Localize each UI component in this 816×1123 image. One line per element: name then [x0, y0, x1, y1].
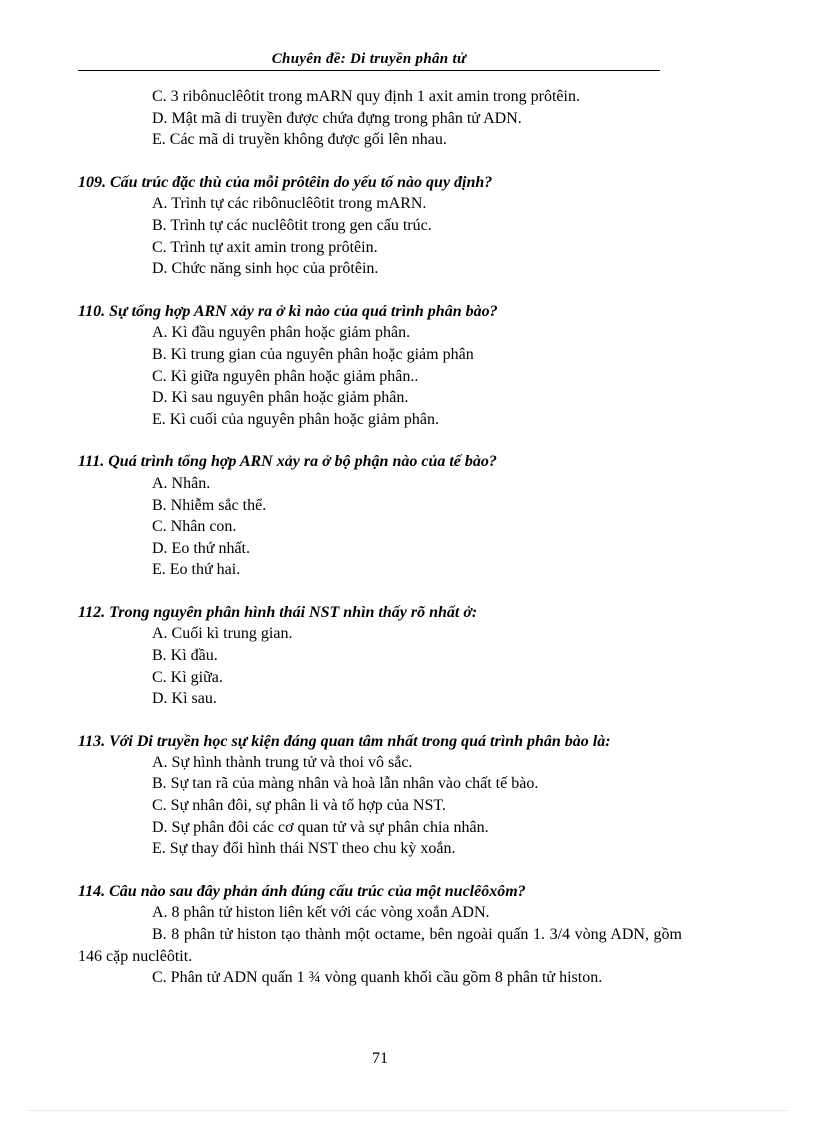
option-c: C. Sự nhân đôi, sự phân li và tổ hợp của NST. [152, 797, 446, 815]
option-d: D. Sự phân đôi các cơ quan tử và sự phân chia nhân. [152, 818, 489, 836]
option-a: A. Trình tự các ribônuclêôtit trong mARN. [152, 195, 427, 213]
page-content [78, 86, 682, 989]
question-110 [78, 301, 682, 431]
option-b: B. Sự tan rã của màng nhân và hoà lẫn nhân vào chất tế bào. [152, 775, 539, 793]
question-title: 110. Sự tổng hợp ARN xảy ra ở kì nào của quá trình phân bào? [78, 302, 498, 320]
option-c: C. Kì giữa nguyên phân hoặc giảm phân.. [152, 367, 419, 385]
question-111 [78, 451, 682, 581]
option-c: C. Trình tự axit amin trong prôtêin. [152, 238, 378, 256]
option-b: B. Nhiễm sắc thể. [152, 496, 267, 514]
option-b: B. Trình tự các nuclêôtit trong gen cấu trúc. [152, 216, 432, 234]
question-title: 109. Cấu trúc đặc thù của mỗi prôtêin do yếu tố nào quy định? [78, 173, 493, 191]
continuation-options [78, 86, 682, 151]
option-c: C. Nhân con. [152, 518, 237, 536]
option-a: A. Nhân. [152, 474, 211, 492]
option-d: D. Chức năng sinh học của prôtêin. [152, 260, 379, 278]
option-a: A. Cuối kì trung gian. [152, 625, 293, 643]
question-title: 111. Quá trình tổng hợp ARN xảy ra ở bộ phận nào của tế bào? [78, 453, 497, 471]
option-a: A. Kì đầu nguyên phân hoặc giảm phân. [152, 324, 411, 342]
header-title: Chuyên đề: Di truyền phân tử [271, 51, 467, 67]
page-header [78, 50, 660, 71]
question-112 [78, 602, 682, 710]
option-c: C. 3 ribônuclêôtit trong mARN quy định 1 axit amin trong prôtêin. [152, 88, 580, 105]
option-b: B. 8 phân tử histon tạo thành một octame, bên ngoài quấn 1. 3/4 vòng ADN, gồm 146 cặp nuclêôtit. [78, 926, 682, 965]
option-e: E. Các mã di truyền không được gối lên nhau. [152, 131, 447, 149]
option-c: C. Phân tử ADN quấn 1 ¾ vòng quanh khối cầu gồm 8 phân tử histon. [152, 969, 603, 987]
page-number: 71 [372, 1050, 388, 1067]
option-d: D. Kì sau nguyên phân hoặc giảm phân. [152, 389, 409, 407]
option-b: B. Kì đầu. [152, 647, 218, 665]
question-title: 112. Trong nguyên phân hình thái NST nhìn thấy rõ nhất ở: [78, 603, 478, 621]
option-b: B. Kì trung gian của nguyên phân hoặc giảm phân [152, 345, 474, 363]
question-113 [78, 731, 682, 860]
footer-divider [28, 1110, 788, 1111]
option-e: E. Kì cuối của nguyên phân hoặc giảm phân. [152, 410, 440, 428]
option-a: A. Sự hình thành trung tử và thoi vô sắc. [152, 753, 413, 771]
option-d: D. Kì sau. [152, 690, 217, 708]
option-e: E. Sự thay đổi hình thái NST theo chu kỳ xoắn. [152, 840, 456, 858]
option-d: D. Mật mã di truyền được chứa đựng trong phân tử ADN. [152, 109, 522, 127]
question-title: 113. Với Di truyền học sự kiện đáng quan tâm nhất trong quá trình phân bào là: [78, 732, 611, 750]
option-a: A. 8 phân tử histon liên kết với các vòng xoắn ADN. [152, 904, 490, 922]
option-e: E. Eo thứ hai. [152, 561, 241, 579]
question-title: 114. Câu nào sau đây phản ánh đúng cấu trúc của một nuclêôxôm? [78, 882, 526, 900]
option-c: C. Kì giữa. [152, 668, 223, 686]
option-d: D. Eo thứ nhất. [152, 539, 250, 557]
question-109 [78, 172, 682, 280]
question-114 [78, 881, 682, 989]
